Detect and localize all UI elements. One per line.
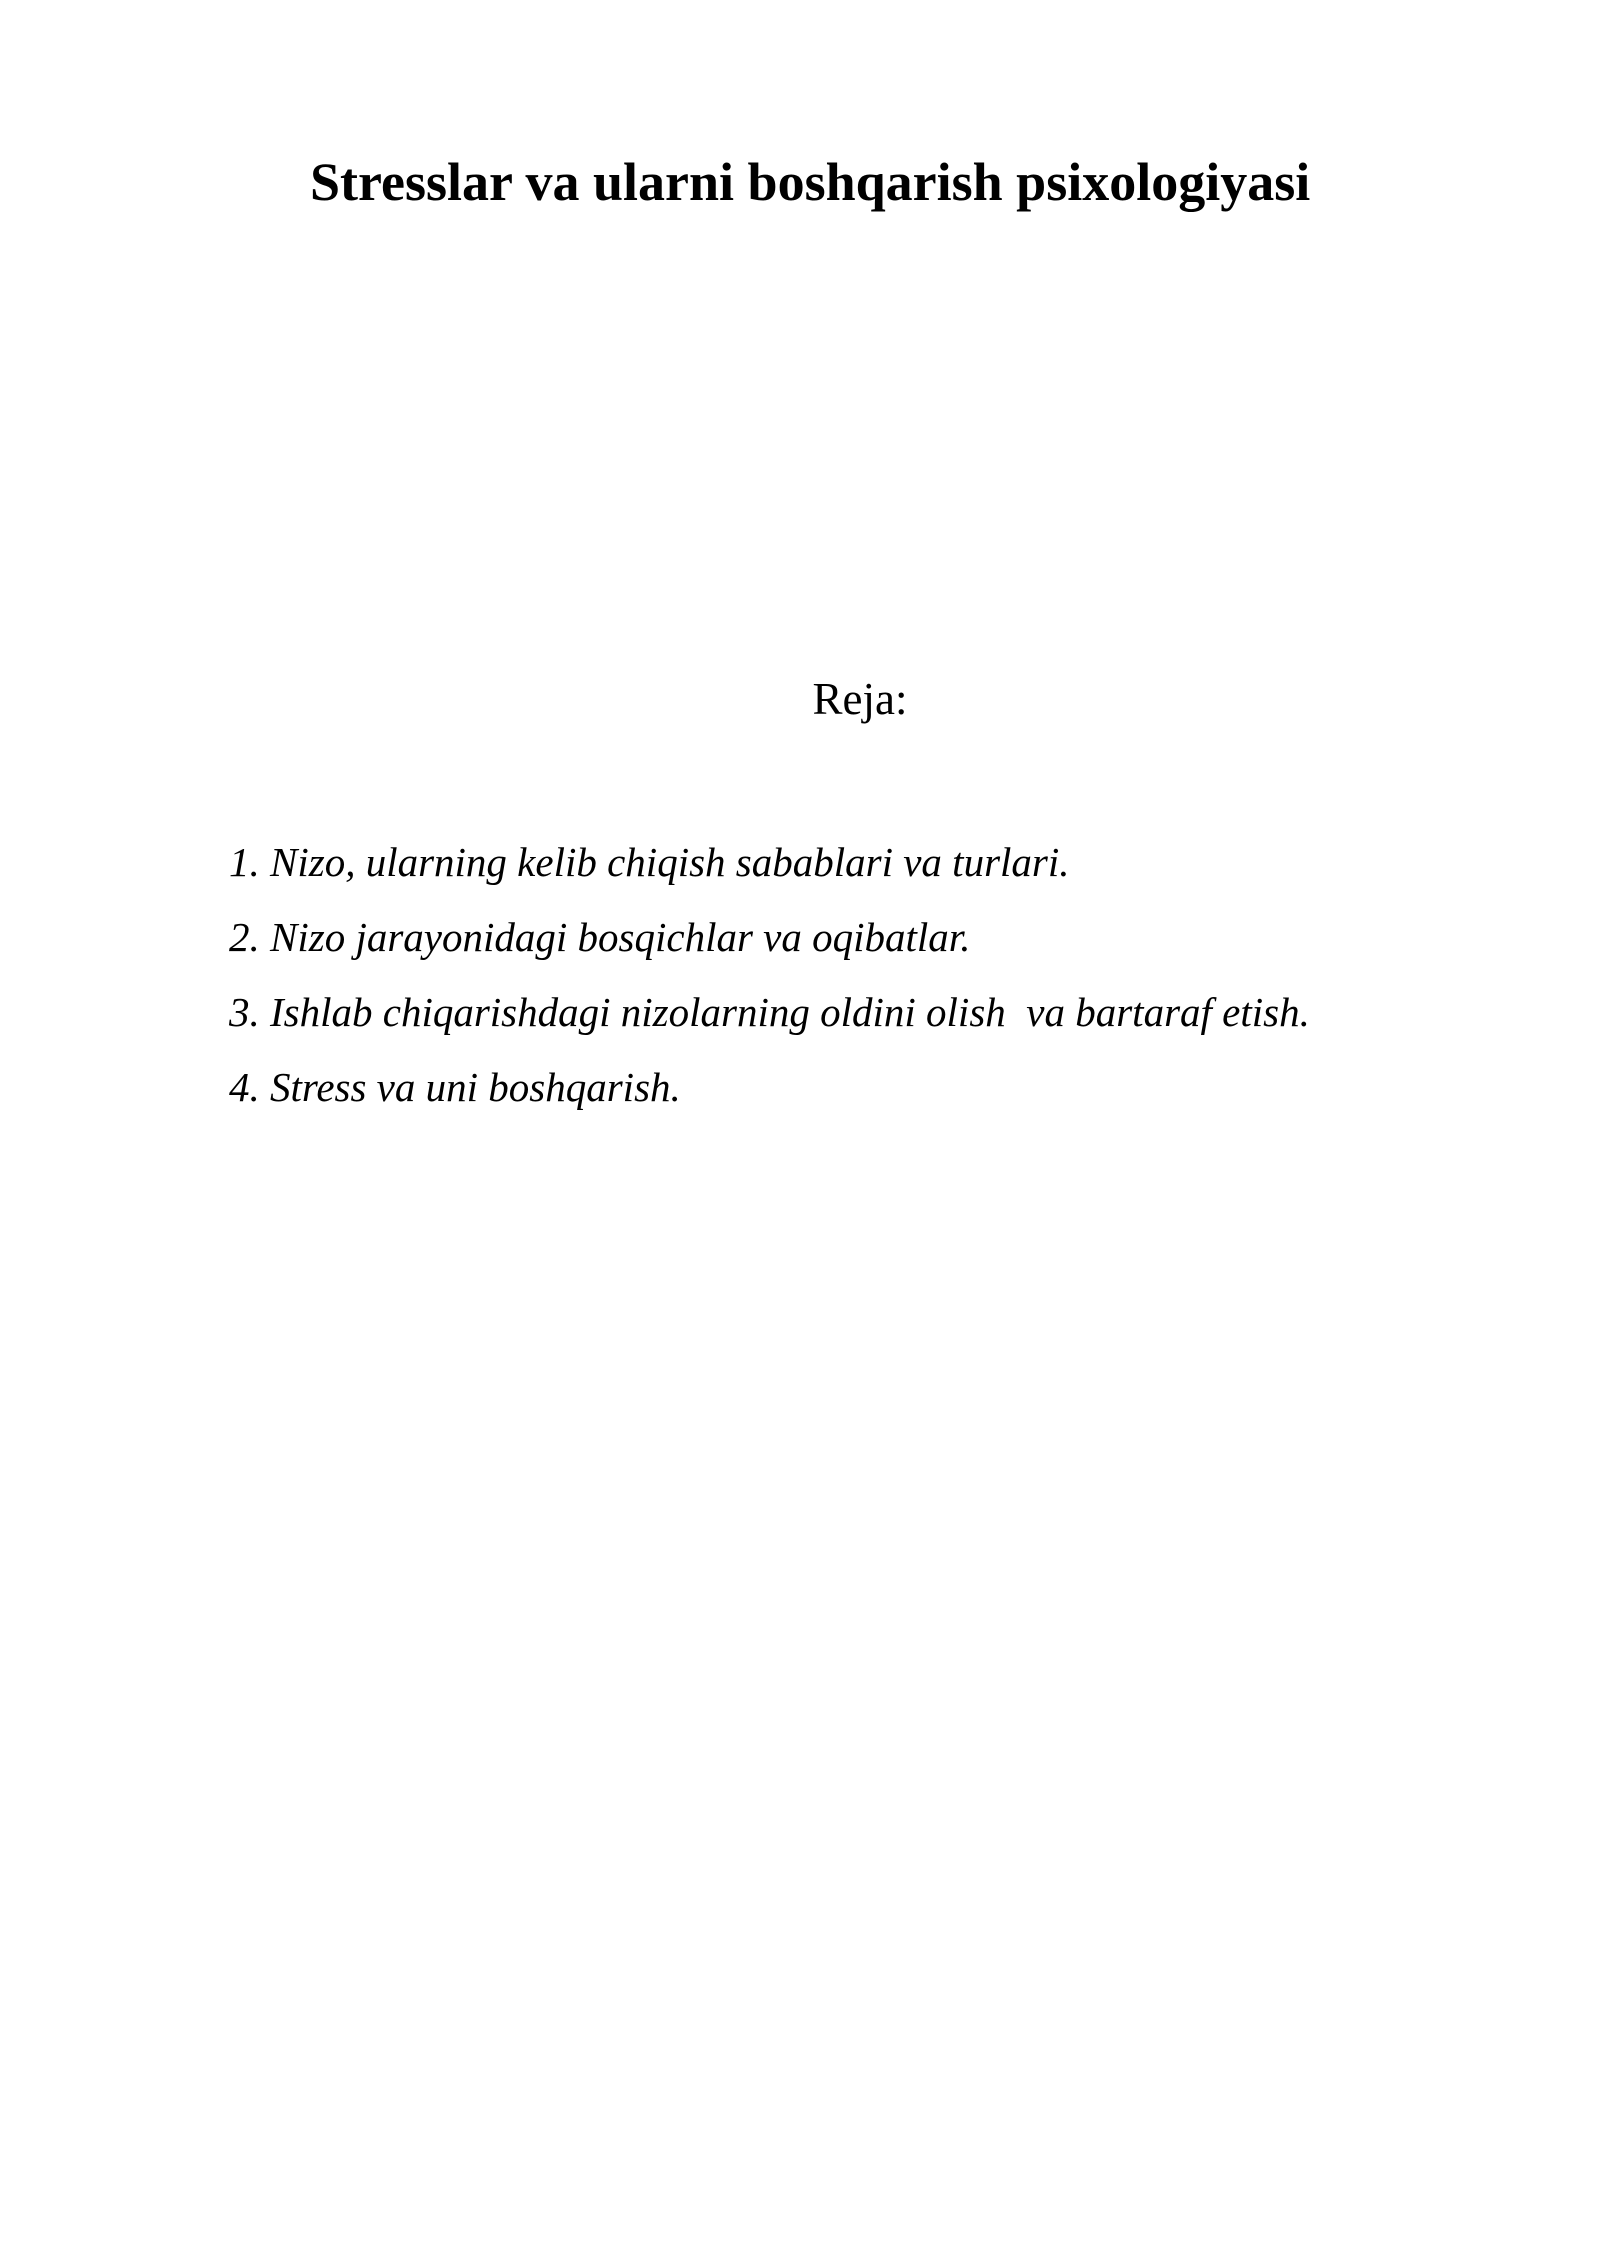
plan-heading: Reja:	[812, 674, 908, 724]
plan-item-2: 2. Nizo jarayonidagi bosqichlar va oqibatlar.	[229, 914, 971, 960]
plan-item-3: 3. Ishlab chiqarishdagi nizolarning oldini olish va bartaraf etish.	[229, 989, 1310, 1035]
document-title: Stresslar va ularni boshqarish psixologiyasi	[310, 152, 1311, 212]
plan-item-4: 4. Stress va uni boshqarish.	[229, 1064, 681, 1110]
plan-list	[229, 825, 1310, 1125]
plan-item-1: 1. Nizo, ularning kelib chiqish sabablari va turlari.	[229, 839, 1070, 885]
